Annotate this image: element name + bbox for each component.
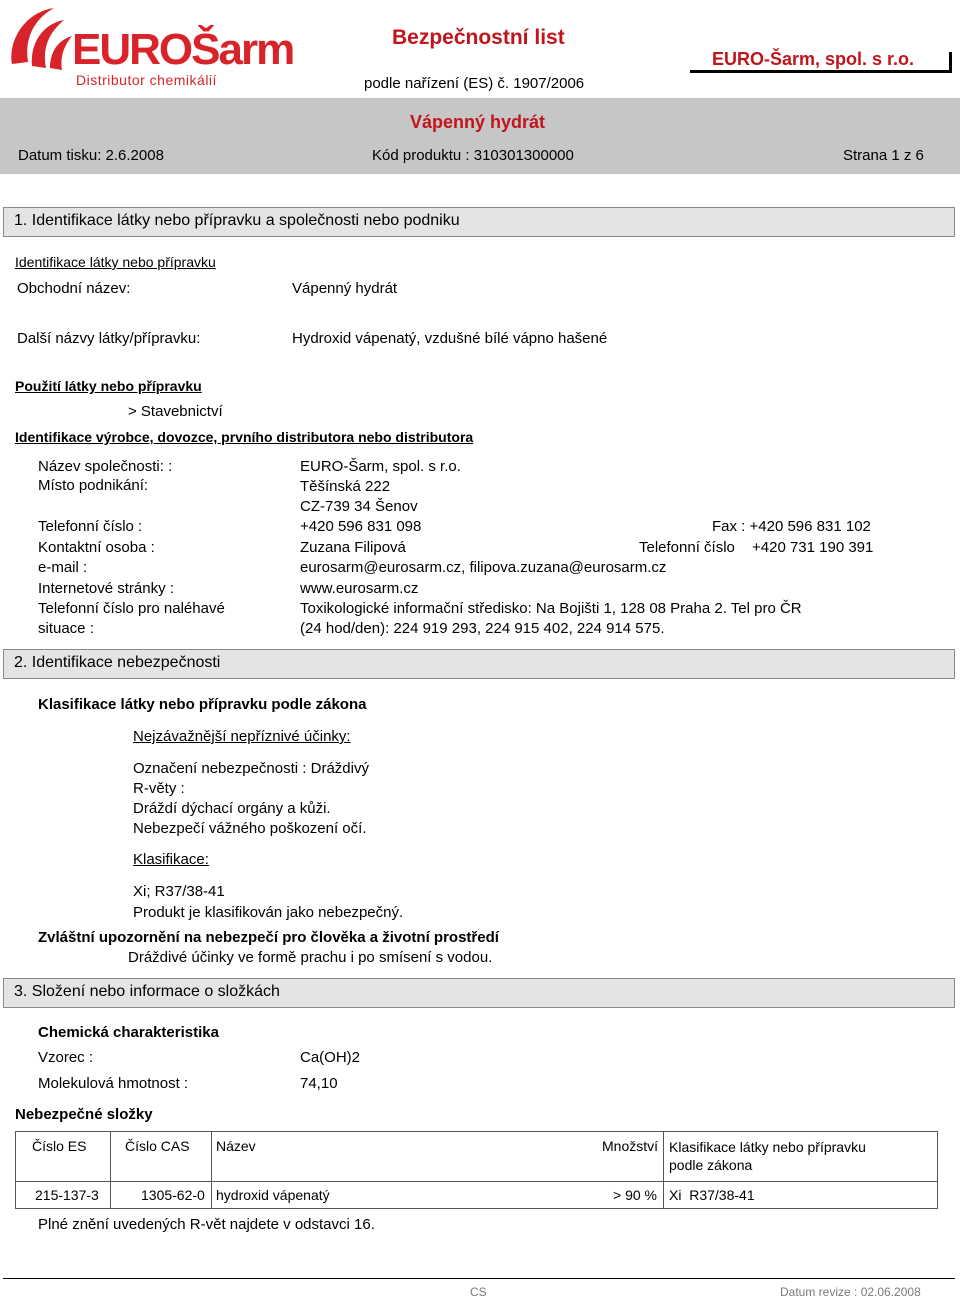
classification-label: Klasifikace: — [133, 851, 209, 868]
logo-brand-prefix: EURO — [72, 25, 192, 74]
footer-rule — [3, 1278, 955, 1279]
table-col-rule — [110, 1131, 111, 1209]
ident-heading: Identifikace látky nebo přípravku — [15, 254, 216, 270]
email-value[interactable]: eurosarm@eurosarm.cz, filipova.zuzana@eurosarm.cz — [300, 559, 667, 576]
mw-value: 74,10 — [300, 1075, 338, 1092]
table-header-cell: Číslo CAS — [125, 1138, 190, 1154]
footer-language: CS — [470, 1285, 487, 1299]
table-cell: 215-137-3 — [35, 1187, 99, 1203]
table-col-rule — [663, 1131, 664, 1209]
components-table — [15, 1131, 938, 1211]
r-phrases-label: R-věty : — [133, 780, 185, 797]
address-line2: CZ-739 34 Šenov — [300, 498, 418, 515]
hazardous-heading: Nebezpečné složky — [15, 1106, 153, 1123]
email-label: e-mail : — [38, 559, 88, 576]
header-company-rule — [690, 70, 952, 73]
company-value: EURO-Šarm, spol. s r.o. — [300, 458, 461, 475]
section-1-title: 1. Identifikace látky nebo přípravku a společnosti nebo podniku — [14, 212, 460, 229]
emergency-value-line2: (24 hod/den): 224 919 293, 224 915 402, 224 914 575. — [300, 620, 665, 637]
special-value: Dráždivé účinky ve formě prachu i po smísení s vodou. — [128, 949, 493, 966]
chem-heading: Chemická charakteristika — [38, 1024, 219, 1041]
document-title: Bezpečnostní list — [392, 26, 565, 49]
web-value[interactable]: www.eurosarm.cz — [300, 580, 419, 597]
section-2-title: 2. Identifikace nebezpečnosti — [14, 654, 221, 671]
product-name: Vápenný hydrát — [410, 112, 546, 132]
logo-tagline: Distributor chemikálií — [76, 72, 217, 88]
use-value: > Stavebnictví — [128, 403, 223, 420]
address-line1: Těšínská 222 — [300, 478, 391, 495]
classification-note: Produkt je klasifikován jako nebezpečný. — [133, 904, 404, 921]
r-phrase-1: Dráždí dýchací orgány a kůži. — [133, 800, 331, 817]
contact-value: Zuzana Filipová — [300, 539, 406, 556]
phone-value: +420 596 831 098 — [300, 518, 422, 535]
section-3-bar — [3, 978, 955, 1008]
r-phrase-2: Nebezpečí vážného poškození očí. — [133, 820, 367, 837]
table-header-cell: Číslo ES — [32, 1138, 87, 1154]
fax-value: Fax : +420 596 831 102 — [712, 518, 871, 535]
web-label: Internetové stránky : — [38, 580, 174, 597]
table-col-rule — [211, 1131, 212, 1209]
section-1-bar — [3, 207, 955, 237]
emergency-label-line1: Telefonní číslo pro naléhavé — [38, 600, 225, 617]
table-mid-rule — [15, 1181, 938, 1182]
table-header-cell: Klasifikace látky nebo přípravku — [669, 1139, 866, 1155]
table-col-rule — [937, 1131, 938, 1209]
header-company-name: EURO-Šarm, spol. s r.o. — [712, 49, 915, 69]
mw-label: Molekulová hmotnost : — [38, 1075, 189, 1092]
trade-name-value: Vápenný hydrát — [292, 280, 398, 297]
company-label: Název společnosti: : — [38, 458, 173, 475]
contact-phone-label: Telefonní číslo — [639, 539, 735, 556]
effects-heading: Nejzávažnější nepříznivé účinky: — [133, 728, 351, 745]
other-names-value: Hydroxid vápenatý, vzdušné bílé vápno hašené — [292, 330, 608, 347]
logo-brand-suffix: Šarm — [191, 25, 294, 74]
header-company-rule-end — [949, 52, 952, 73]
regulation-subtitle: podle nařízení (ES) č. 1907/2006 — [364, 75, 585, 92]
table-cell: hydroxid vápenatý — [216, 1187, 330, 1203]
r-phrases-note: Plné znění uvedených R-vět najdete v odstavci 16. — [38, 1216, 375, 1233]
table-header-cell: podle zákona — [669, 1157, 753, 1173]
section-2-bar — [3, 649, 955, 679]
page-number: Strana 1 z 6 — [843, 147, 924, 164]
manufacturer-heading: Identifikace výrobce, dovozce, prvního distributora nebo distributora — [15, 429, 474, 445]
table-bottom-rule — [15, 1208, 938, 1209]
print-date: Datum tisku: 2.6.2008 — [18, 147, 164, 164]
table-cell: > 90 % — [613, 1187, 657, 1203]
table-header-cell: Název — [216, 1138, 256, 1154]
section-3-title: 3. Složení nebo informace o složkách — [14, 983, 280, 1000]
trade-name-label: Obchodní název: — [17, 280, 131, 297]
table-header-cell: Množství — [602, 1138, 659, 1154]
classification-heading: Klasifikace látky nebo přípravku podle zákona — [38, 696, 367, 713]
logo-swoosh-icon — [6, 4, 76, 76]
contact-label: Kontaktní osoba : — [38, 539, 155, 556]
other-names-label: Další názvy látky/přípravku: — [17, 330, 201, 347]
formula-value: Ca(OH)2 — [300, 1049, 361, 1066]
emergency-value-line1: Toxikologické informační středisko: Na Bojišti 1, 128 08 Praha 2. Tel pro ČR — [300, 600, 802, 617]
hazard-label: Označení nebezpečnosti : Dráždivý — [133, 760, 369, 777]
contact-phone-value: +420 731 190 391 — [752, 539, 874, 556]
company-logo — [6, 4, 294, 96]
special-heading: Zvláštní upozornění na nebezpečí pro člověka a životní prostředí — [38, 929, 499, 946]
use-heading: Použití látky nebo přípravku — [15, 378, 202, 394]
footer-revision-date: Datum revize : 02.06.2008 — [780, 1285, 921, 1299]
table-col-rule — [15, 1131, 16, 1209]
formula-label: Vzorec : — [38, 1049, 94, 1066]
table-cell: 1305-62-0 — [141, 1187, 205, 1203]
classification-value: Xi; R37/38-41 — [133, 883, 225, 900]
emergency-label-line2: situace : — [38, 620, 94, 637]
product-code: Kód produktu : 310301300000 — [372, 147, 574, 164]
table-cell: Xi R37/38-41 — [669, 1187, 755, 1203]
address-label: Místo podnikání: — [38, 477, 149, 494]
table-top-rule — [15, 1131, 938, 1132]
phone-label: Telefonní číslo : — [38, 518, 143, 535]
